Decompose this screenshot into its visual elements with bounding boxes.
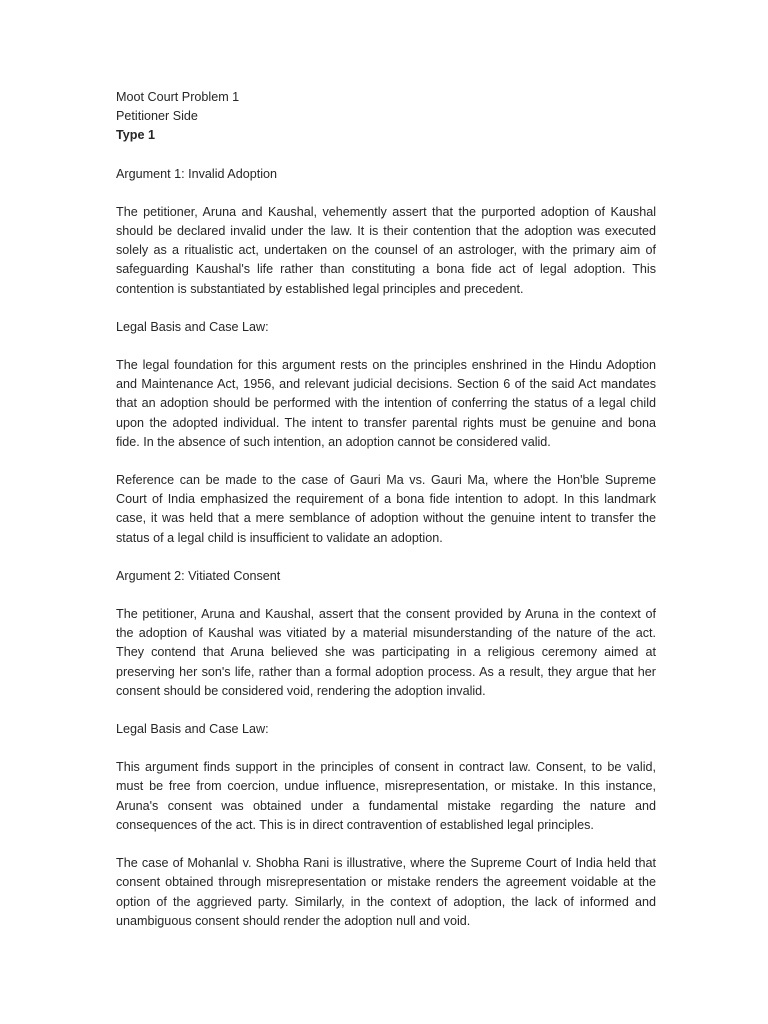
spacer [116,146,656,165]
argument-1-heading: Argument 1: Invalid Adoption [116,166,278,181]
argument-1-legal-heading: Legal Basis and Case Law: [116,319,269,334]
document-type: Type 1 [116,128,155,143]
document-page [116,88,656,950]
argument-1-legal-paragraph-1: The legal foundation for this argument rests on the principles enshrined in the Hindu Adoption and Maintenance Act, 1956, and relevant judicial decisions. Section 6 of the said Act mandates that an adoption should be performed with the intention of conferring the status of a legal child upon the adopted individual. The intent to transfer parental rights must be genuine and bona fide. In the absence of such intention, an adoption cannot be considered valid. [116,358,656,449]
document-side: Petitioner Side [116,109,198,124]
argument-2-intro: The petitioner, Aruna and Kaushal, assert that the consent provided by Aruna in the context of the adoption of Kaushal was vitiated by a material misunderstanding of the nature of the act. They contend that Aruna believed she was participating in a religious ceremony aimed at preserving her son's life, rather than a formal adoption process. As a result, they argue that her consent should be considered void, rendering the adoption invalid. [116,607,656,698]
argument-1-legal-paragraph-2: Reference can be made to the case of Gauri Ma vs. Gauri Ma, where the Hon'ble Supreme Court of India emphasized the requirement of a bona fide intention to adopt. In this landmark case, it was held that a mere semblance of adoption without the genuine intent to transfer the status of a legal child is insufficient to validate an adoption. [116,473,656,545]
argument-2-legal-paragraph-2: The case of Mohanlal v. Shobha Rani is illustrative, where the Supreme Court of India held that consent obtained through misrepresentation or mistake renders the agreement voidable at the option of the aggrieved party. Similarly, in the context of adoption, the lack of informed and unambiguous consent should render the adoption null and void. [116,856,656,928]
argument-1-intro: The petitioner, Aruna and Kaushal, vehemently assert that the purported adoption of Kaushal should be declared invalid under the law. It is their contention that the adoption was executed solely as a ritualistic act, undertaken on the counsel of an astrologer, with the primary aim of safeguarding Kaushal's life rather than constituting a bona fide act of legal adoption. This contention is substantiated by established legal principles and precedent. [116,204,656,296]
argument-2-heading: Argument 2: Vitiated Consent [116,568,281,583]
argument-2-legal-heading: Legal Basis and Case Law: [116,722,269,737]
document-title: Moot Court Problem 1 [116,90,240,104]
argument-2-legal-paragraph-1: This argument finds support in the principles of consent in contract law. Consent, to be valid, must be free from coercion, undue influence, misrepresentation, or mistake. In this instance, Aruna's consent was obtained under a fundamental mistake regarding the nature and consequences of the act. This is in direct contravention of established legal principles. [116,760,656,832]
